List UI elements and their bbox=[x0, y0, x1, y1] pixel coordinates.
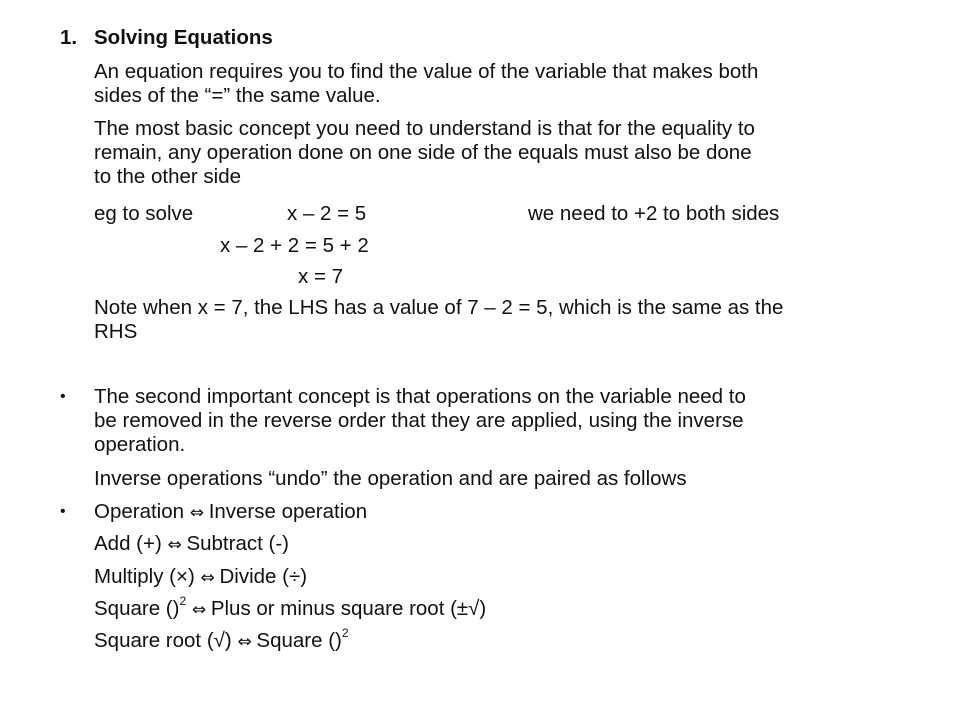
example-step-2: x = 7 bbox=[298, 265, 344, 288]
example-step-1: x – 2 + 2 = 5 + 2 bbox=[220, 234, 369, 257]
note-line-2: RHS bbox=[94, 320, 138, 343]
double-arrow-icon: ⇔ bbox=[167, 535, 181, 555]
pair-square-exponent: 2 bbox=[179, 594, 187, 609]
pair-add-row bbox=[94, 532, 289, 557]
pair-root-left: Square root (√) bbox=[94, 629, 232, 652]
pair-root-row bbox=[94, 626, 349, 654]
section-number-text: 1. bbox=[60, 26, 78, 49]
concept2-line-3: operation. bbox=[94, 433, 186, 456]
pair-multiply-left: Multiply (×) bbox=[94, 565, 195, 588]
section-title: Solving Equations bbox=[94, 26, 273, 49]
example-equation: x – 2 = 5 bbox=[287, 202, 367, 225]
concept1-line-3: to the other side bbox=[94, 165, 242, 188]
concept1-line-2: remain, any operation done on one side of the equals must also be done bbox=[94, 141, 752, 164]
intro-line-1: An equation requires you to find the value of the variable that makes both bbox=[94, 60, 759, 83]
pair-header-row bbox=[94, 500, 367, 525]
pair-header-right: Inverse operation bbox=[208, 500, 368, 523]
pair-multiply-right: Divide (÷) bbox=[219, 565, 308, 588]
example-instruction: we need to +2 to both sides bbox=[528, 202, 780, 225]
concept2-line-2: be removed in the reverse order that they are applied, using the inverse bbox=[94, 409, 744, 432]
pair-square-row bbox=[94, 594, 487, 622]
pair-root-exponent: 2 bbox=[341, 626, 349, 641]
double-arrow-icon: ⇔ bbox=[191, 600, 206, 620]
inverse-intro: Inverse operations “undo” the operation and are paired as follows bbox=[94, 467, 687, 490]
pair-root-right: Square () bbox=[256, 629, 342, 652]
note-line-1: Note when x = 7, the LHS has a value of 7 – 2 = 5, which is the same as the bbox=[94, 296, 784, 319]
pair-add-right: Subtract (-) bbox=[186, 532, 289, 555]
concept1-line-1: The most basic concept you need to understand is that for the equality to bbox=[94, 117, 755, 140]
double-arrow-icon: ⇔ bbox=[200, 568, 214, 588]
double-arrow-icon: ⇔ bbox=[189, 503, 203, 523]
bullet-2: • bbox=[60, 503, 66, 520]
section-number bbox=[60, 26, 77, 50]
double-arrow-icon: ⇔ bbox=[237, 632, 251, 652]
example-prefix: eg to solve bbox=[94, 202, 194, 225]
pair-square-right: Plus or minus square root (±√) bbox=[210, 597, 487, 620]
intro-line-2: sides of the “=” the same value. bbox=[94, 84, 381, 107]
bullet-1: • bbox=[60, 388, 66, 405]
pair-add-left: Add (+) bbox=[94, 532, 162, 555]
pair-multiply-row bbox=[94, 565, 307, 590]
concept2-line-1: The second important concept is that operations on the variable need to bbox=[94, 385, 746, 408]
pair-header-left: Operation bbox=[94, 500, 185, 523]
pair-square-left: Square () bbox=[94, 597, 180, 620]
